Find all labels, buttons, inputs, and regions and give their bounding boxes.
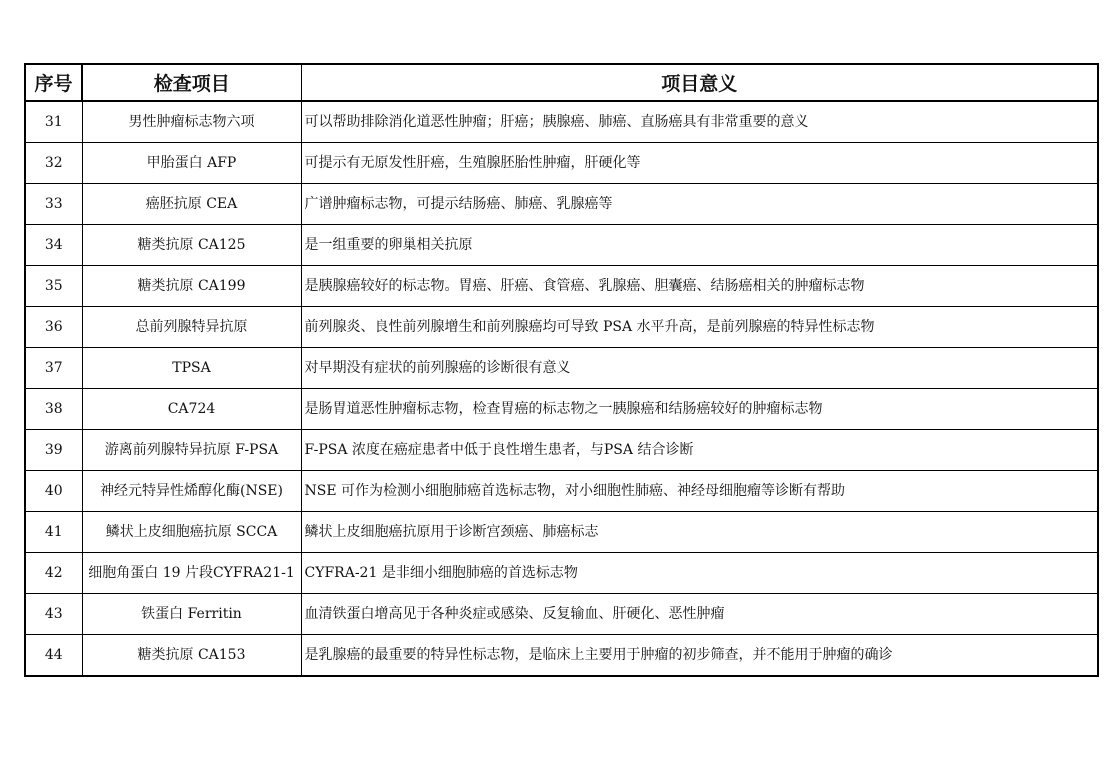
row-number: 39 bbox=[25, 430, 82, 471]
table-row bbox=[25, 635, 1098, 677]
row-meaning: 鳞状上皮细胞癌抗原用于诊断宫颈癌、肺癌标志 bbox=[301, 512, 1098, 553]
table-row bbox=[25, 594, 1098, 635]
row-number: 32 bbox=[25, 143, 82, 184]
table-row bbox=[25, 307, 1098, 348]
row-check-item: 鳞状上皮细胞癌抗原 SCCA bbox=[82, 512, 301, 553]
row-meaning: 是一组重要的卵巢相关抗原 bbox=[301, 225, 1098, 266]
row-meaning: NSE 可作为检测小细胞肺癌首选标志物，对小细胞性肺癌、神经母细胞瘤等诊断有帮助 bbox=[301, 471, 1098, 512]
row-check-item: 糖类抗原 CA153 bbox=[82, 635, 301, 677]
row-check-item: 甲胎蛋白 AFP bbox=[82, 143, 301, 184]
row-meaning: 血清铁蛋白增高见于各种炎症或感染、反复输血、肝硬化、恶性肿瘤 bbox=[301, 594, 1098, 635]
row-check-item: 总前列腺特异抗原 bbox=[82, 307, 301, 348]
row-number: 38 bbox=[25, 389, 82, 430]
header-item-meaning: 项目意义 bbox=[301, 64, 1098, 101]
table-row bbox=[25, 143, 1098, 184]
table-body bbox=[25, 101, 1098, 676]
row-check-item: 癌胚抗原 CEA bbox=[82, 184, 301, 225]
row-meaning: 对早期没有症状的前列腺癌的诊断很有意义 bbox=[301, 348, 1098, 389]
row-meaning: 可提示有无原发性肝癌，生殖腺胚胎性肿瘤，肝硬化等 bbox=[301, 143, 1098, 184]
table-row bbox=[25, 553, 1098, 594]
row-meaning: F-PSA 浓度在癌症患者中低于良性增生患者，与PSA 结合诊断 bbox=[301, 430, 1098, 471]
table-row bbox=[25, 512, 1098, 553]
row-check-item: 糖类抗原 CA125 bbox=[82, 225, 301, 266]
table-row bbox=[25, 348, 1098, 389]
row-check-item: 细胞角蛋白 19 片段CYFRA21-1 bbox=[82, 553, 301, 594]
table-row bbox=[25, 389, 1098, 430]
row-number: 33 bbox=[25, 184, 82, 225]
row-number: 36 bbox=[25, 307, 82, 348]
table-row bbox=[25, 184, 1098, 225]
table-row bbox=[25, 101, 1098, 143]
row-meaning: CYFRA-21 是非细小细胞肺癌的首选标志物 bbox=[301, 553, 1098, 594]
row-meaning: 前列腺炎、良性前列腺增生和前列腺癌均可导致 PSA 水平升高，是前列腺癌的特异性标志物 bbox=[301, 307, 1098, 348]
table-row bbox=[25, 266, 1098, 307]
row-check-item: 铁蛋白 Ferritin bbox=[82, 594, 301, 635]
row-number: 42 bbox=[25, 553, 82, 594]
row-number: 44 bbox=[25, 635, 82, 677]
row-check-item: 男性肿瘤标志物六项 bbox=[82, 101, 301, 143]
table-header-row bbox=[25, 64, 1098, 101]
row-number: 40 bbox=[25, 471, 82, 512]
row-meaning: 广谱肿瘤标志物，可提示结肠癌、肺癌、乳腺癌等 bbox=[301, 184, 1098, 225]
row-meaning: 是胰腺癌较好的标志物。胃癌、肝癌、食管癌、乳腺癌、胆囊癌、结肠癌相关的肿瘤标志物 bbox=[301, 266, 1098, 307]
row-number: 34 bbox=[25, 225, 82, 266]
row-number: 31 bbox=[25, 101, 82, 143]
row-meaning: 是肠胃道恶性肿瘤标志物，检查胃癌的标志物之一胰腺癌和结肠癌较好的肿瘤标志物 bbox=[301, 389, 1098, 430]
row-meaning: 是乳腺癌的最重要的特异性标志物，是临床上主要用于肿瘤的初步筛查，并不能用于肿瘤的确诊 bbox=[301, 635, 1098, 677]
row-check-item: 游离前列腺特异抗原 F-PSA bbox=[82, 430, 301, 471]
row-number: 35 bbox=[25, 266, 82, 307]
row-check-item: TPSA bbox=[82, 348, 301, 389]
row-number: 37 bbox=[25, 348, 82, 389]
header-serial-number: 序号 bbox=[25, 64, 82, 101]
row-check-item: 神经元特异性烯醇化酶(NSE) bbox=[82, 471, 301, 512]
row-meaning: 可以帮助排除消化道恶性肿瘤；肝癌；胰腺癌、肺癌、直肠癌具有非常重要的意义 bbox=[301, 101, 1098, 143]
table-row bbox=[25, 471, 1098, 512]
row-check-item: 糖类抗原 CA199 bbox=[82, 266, 301, 307]
header-check-item: 检查项目 bbox=[82, 64, 301, 101]
table-row bbox=[25, 430, 1098, 471]
tumor-marker-table bbox=[24, 63, 1099, 677]
row-number: 41 bbox=[25, 512, 82, 553]
row-check-item: CA724 bbox=[82, 389, 301, 430]
table-row bbox=[25, 225, 1098, 266]
row-number: 43 bbox=[25, 594, 82, 635]
